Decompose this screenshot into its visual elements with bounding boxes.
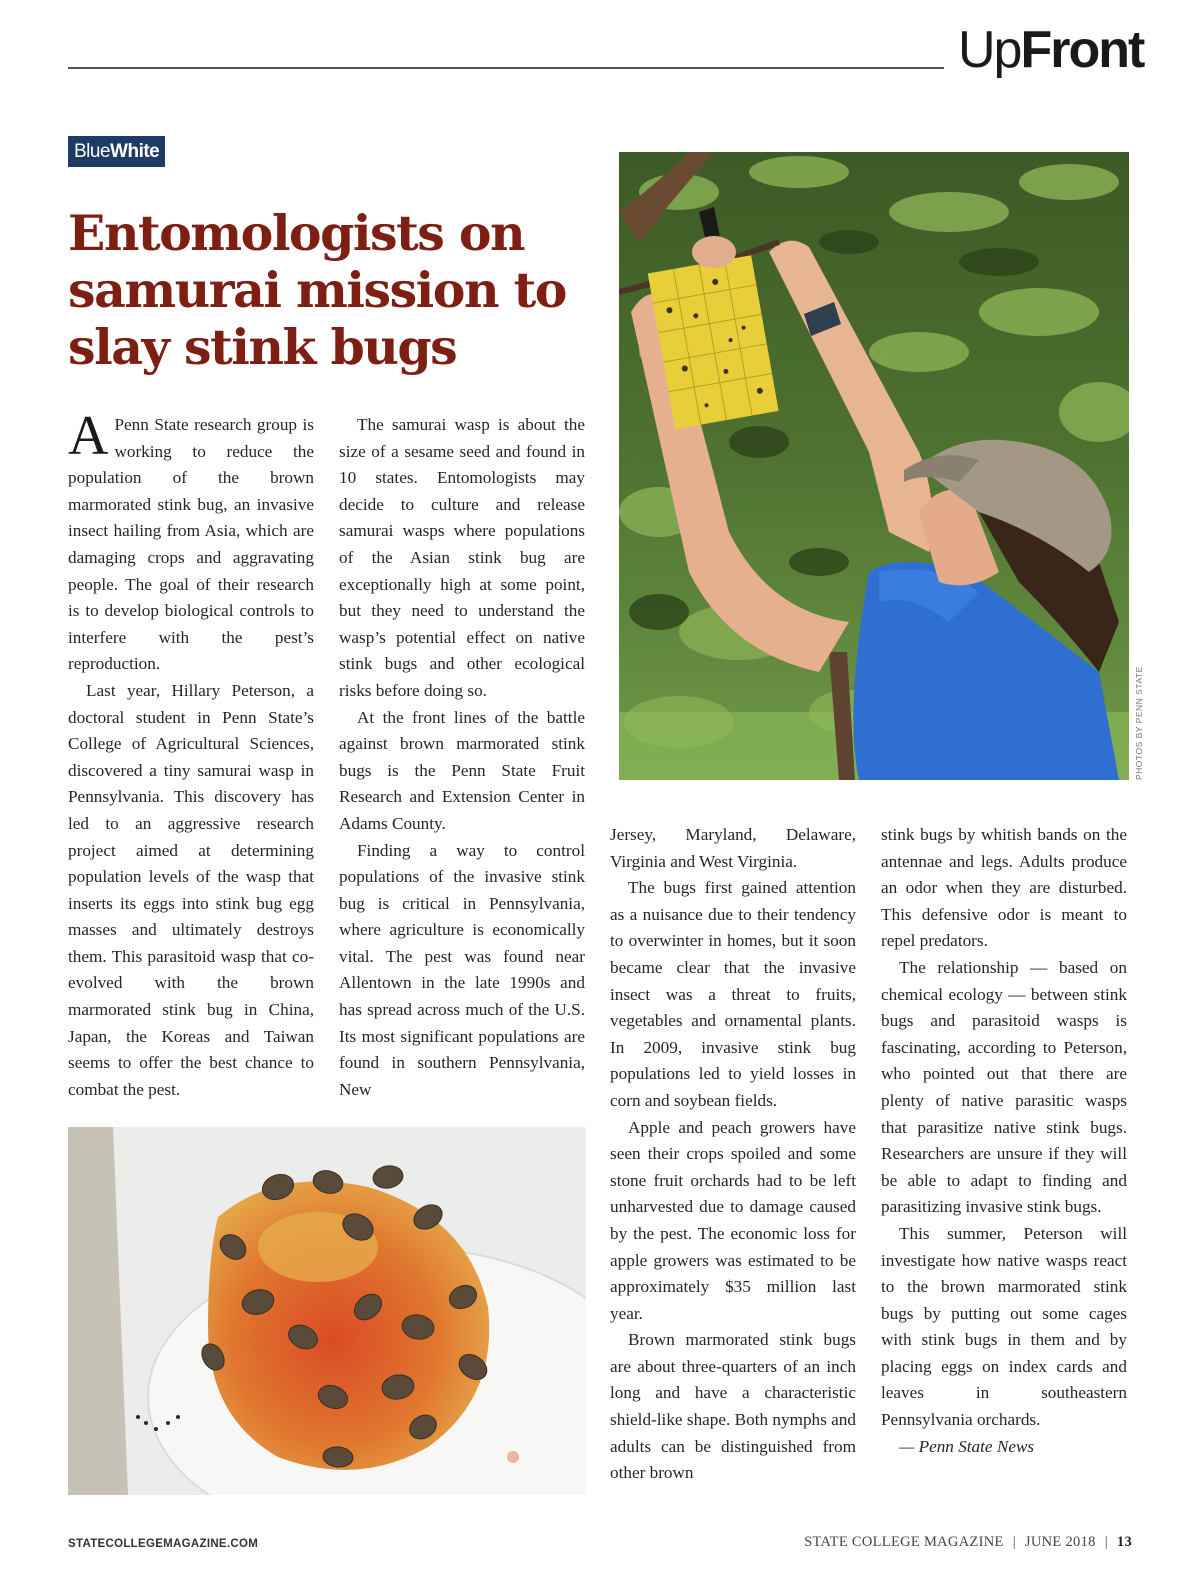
photo-credit: PHOTOS BY PENN STATE: [1134, 666, 1144, 780]
paragraph-text: Penn State research group is working to reduce the population of the brown marmorated stink bug, an invasive insect hailing from Asia, which are damaging crops and aggravating people. The goal of their research is to develop biological controls to interfere with the pest’s reproduction.: [68, 415, 314, 674]
tag-bold: White: [110, 141, 160, 162]
footer-magazine: STATE COLLEGE MAGAZINE: [804, 1534, 1004, 1550]
article-column-2: [339, 412, 585, 1103]
section-header: [958, 18, 1144, 82]
article-column-3: [610, 822, 856, 1487]
paragraph: Finding a way to control populations of the invasive stink bug is critical in Pennsylvania, where agriculture is economically vital. The pest was found near Allentown in the late 1990s and has spread across much of the U.S. Its most significant populations are found in southern Pennsylvania, New: [339, 840, 585, 1099]
footer-date: JUNE 2018: [1024, 1534, 1096, 1550]
page-number: 13: [1116, 1534, 1132, 1550]
paragraph: At the front lines of the battle against brown marmorated stink bugs is the Penn State Fruit Research and Extension Center in Adams County.: [339, 707, 585, 833]
tag-light: Blue: [74, 141, 111, 162]
department-tag: [68, 136, 165, 167]
stink-bugs-peach-photo: [68, 1127, 586, 1495]
article-credit: — Penn State News: [899, 1436, 1035, 1456]
researcher-photo: [619, 152, 1129, 780]
paragraph: This summer, Peterson will investigate how native wasps react to the brown marmorated stink bugs by putting out some cages with stink bugs in them and by placing eggs on index cards and leaves in southeastern Pennsylvania orchards.: [881, 1223, 1127, 1430]
paragraph: The relationship — based on chemical ecology — between stink bugs and parasitoid wasps is fascinating, according to Peterson, who pointed out that there are plenty of native parasitic wasps that parasitize native stink bugs. Researchers are unsure if they will be able to adapt to finding and parasitizing invasive stink bugs.: [881, 957, 1127, 1217]
paragraph: stink bugs by whitish bands on the antennae and legs. Adults produce an odor when they are disturbed. This defensive odor is meant to repel predators.: [881, 825, 1127, 951]
header-rule: [68, 67, 944, 69]
article-headline: Entomologists on samurai mission to slay stink bugs: [68, 204, 566, 376]
section-header-light: Up: [958, 21, 1021, 79]
footer-separator: |: [1012, 1534, 1016, 1550]
footer-folio: [804, 1534, 1132, 1551]
paragraph: Brown marmorated stink bugs are about three-quarters of an inch long and have a characteristic shield-like shape. Both nymphs and adults can be distinguished from other brown: [610, 1330, 856, 1483]
drop-cap: A: [68, 405, 109, 467]
paragraph: The bugs first gained attention as a nuisance due to their tendency to overwinter in homes, but it soon became clear that the invasive insect was a threat to fruits, vegetables and ornamental plants. In 2009, invasive stink bug populations led to yield losses in corn and soybean fields.: [610, 878, 856, 1110]
paragraph: Apple and peach growers have seen their crops spoiled and some stone fruit orchards had to be left unharvested due to damage caused by the pest. The economic loss for apple growers was estimated to be approximately $35 million last year.: [610, 1117, 856, 1323]
paragraph: [68, 405, 314, 678]
paragraph: The samurai wasp is about the size of a sesame seed and found in 10 states. Entomologists may decide to culture and release samurai wasps where populations of the Asian stink bug are exceptionally high at some point, but they need to understand the wasp’s potential effect on native stink bugs and other ecological risks before doing so.: [339, 415, 585, 700]
paragraph: Last year, Hillary Peterson, a doctoral student in Penn State’s College of Agricultural Sciences, discovered a tiny samurai wasp in Pennsylvania. This discovery has led to an aggressive research project aimed at determining population levels of the wasp that inserts its eggs into stink bug egg masses and ultimately destroys them. This parasitoid wasp that co-evolved with the brown marmorated stink bug in China, Japan, the Koreas and Taiwan seems to offer the best chance to combat the pest.: [68, 680, 314, 1099]
footer-website: STATECOLLEGEMAGAZINE.COM: [68, 1538, 259, 1550]
footer-separator: |: [1104, 1534, 1108, 1550]
section-header-bold: Front: [1020, 21, 1144, 79]
article-column-4: [881, 822, 1127, 1460]
article-column-1: [68, 405, 314, 1103]
paragraph: Jersey, Maryland, Delaware, Virginia and West Virginia.: [610, 825, 856, 871]
